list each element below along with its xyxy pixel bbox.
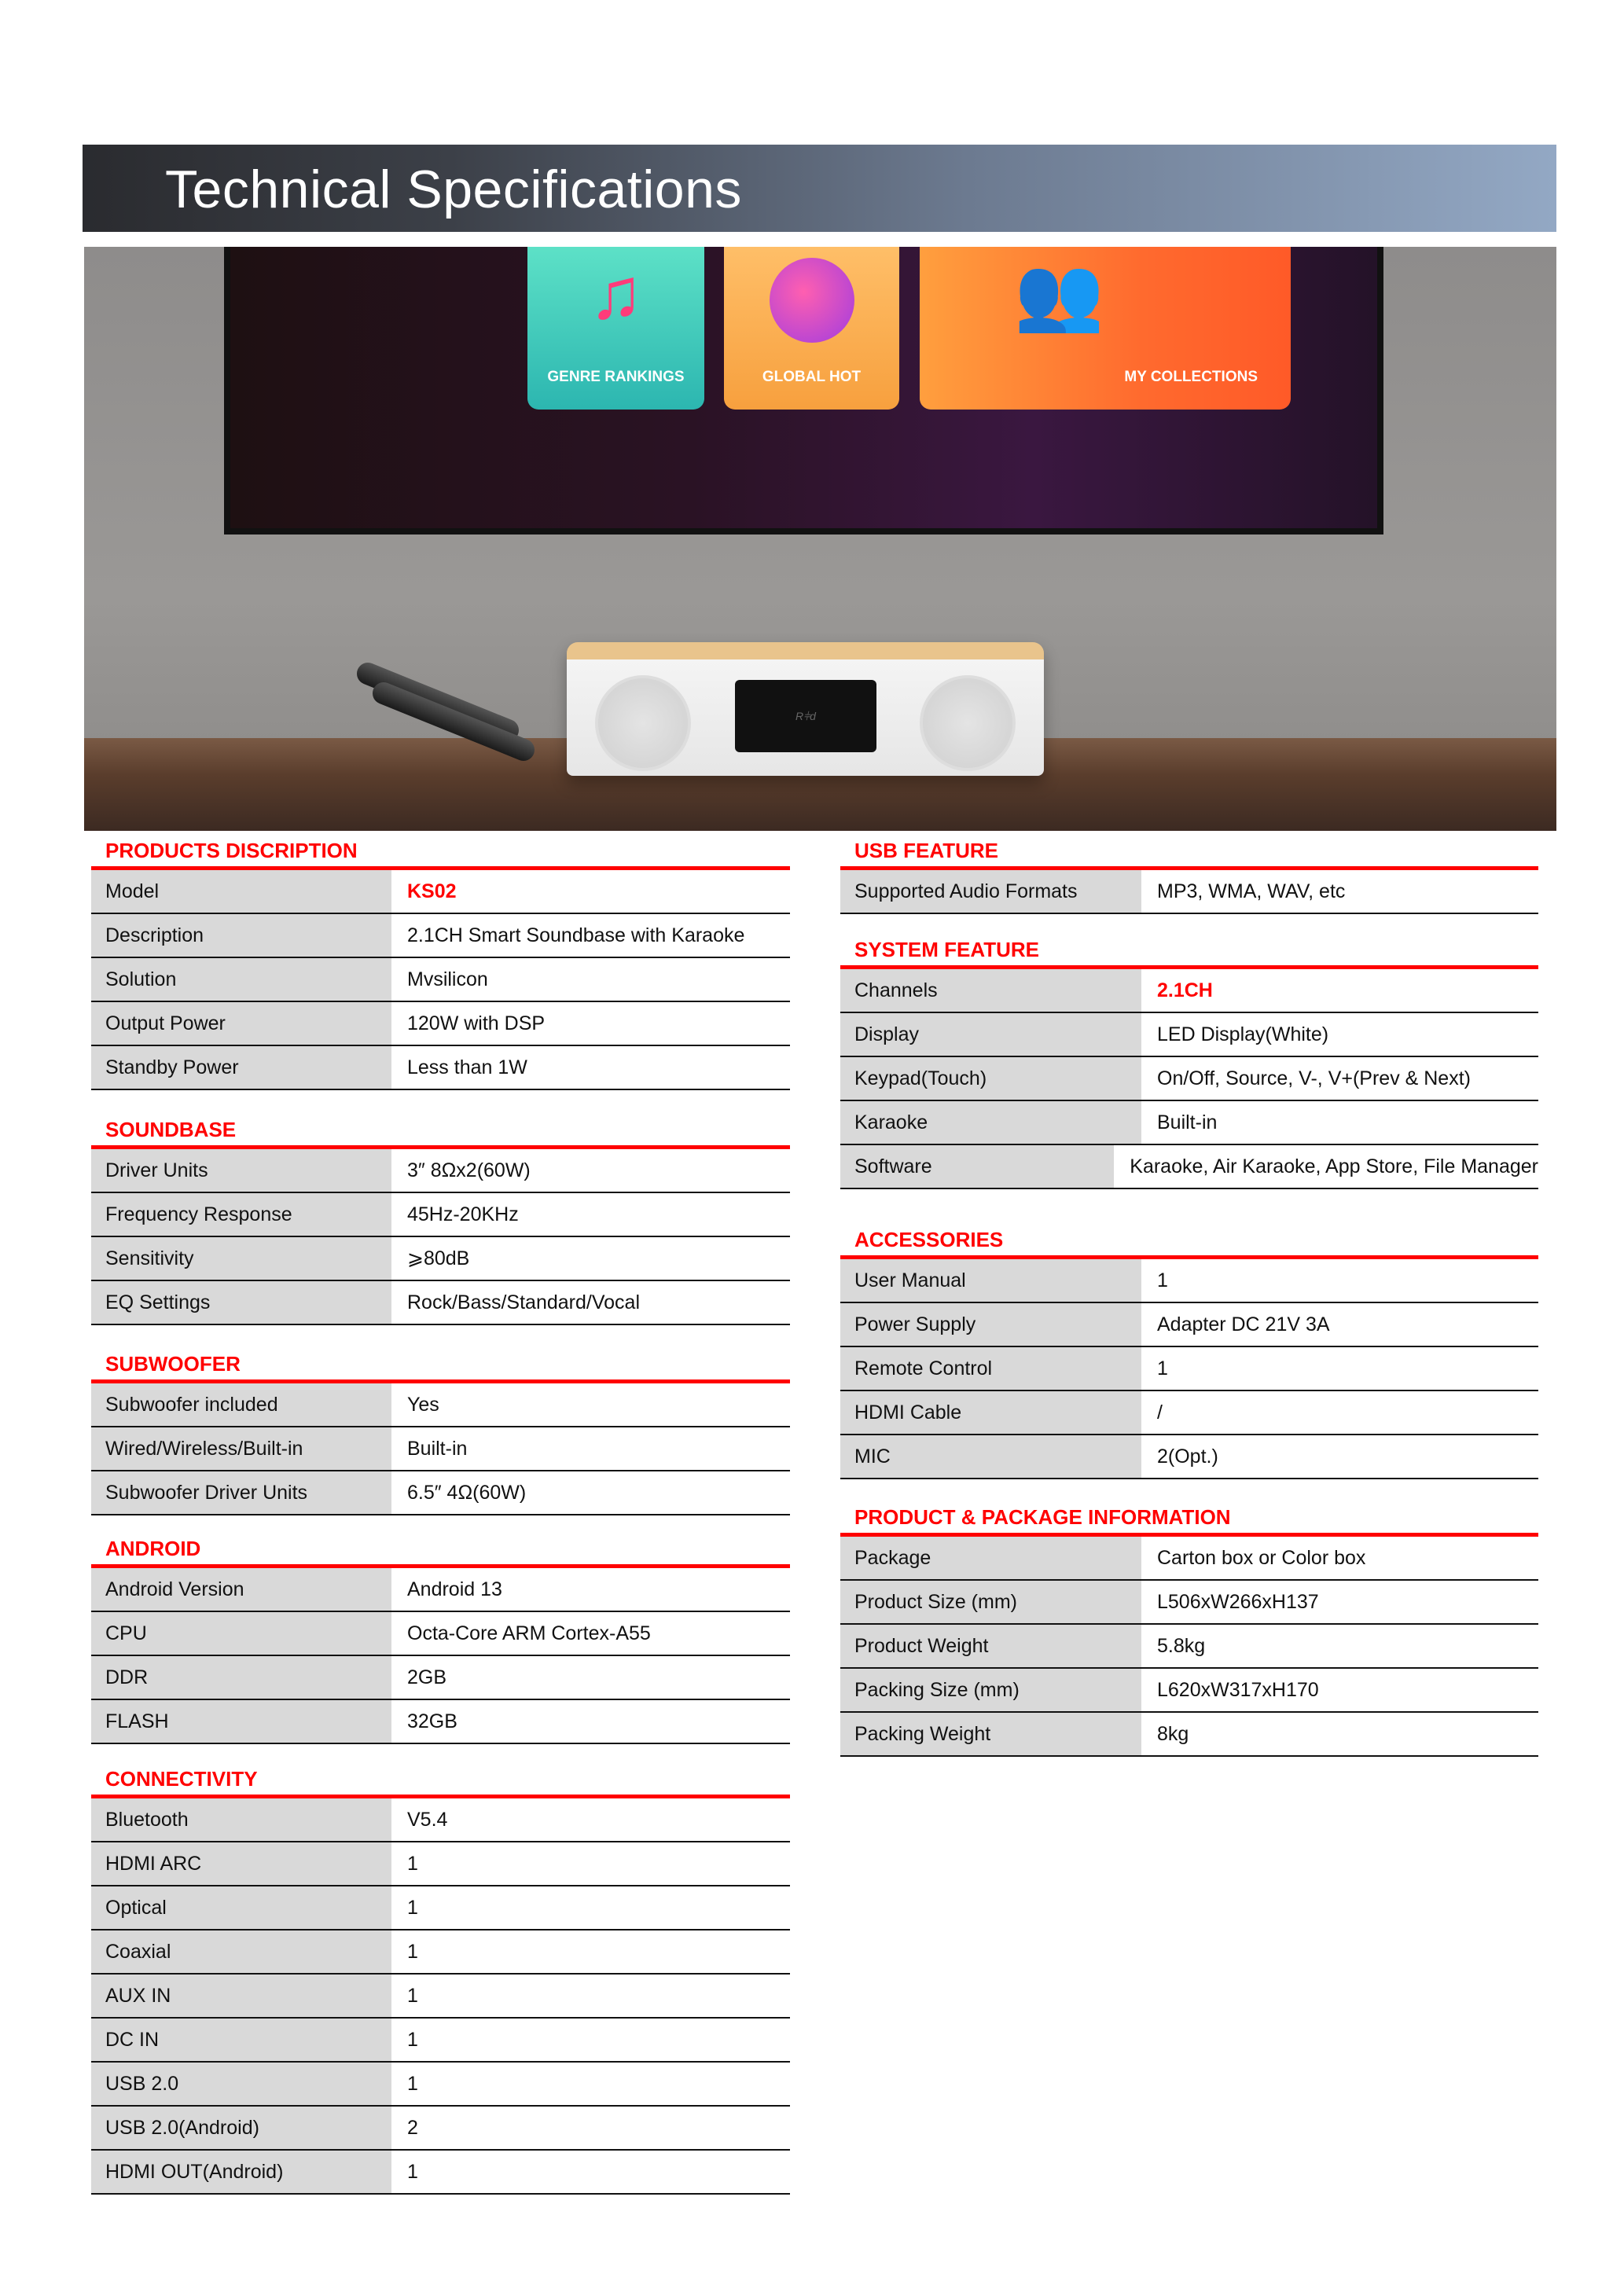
spec-label: User Manual (840, 1259, 1141, 1302)
spec-label: Keypad(Touch) (840, 1057, 1141, 1100)
spec-label: EQ Settings (91, 1281, 391, 1324)
spec-label: Supported Audio Formats (840, 870, 1141, 913)
tile-my-collections: 👥 MY COLLECTIONS (920, 247, 1291, 410)
spec-label: DC IN (91, 2019, 391, 2061)
table-row (840, 1713, 1538, 1757)
spec-value: 1 (407, 1985, 418, 2007)
section-title: SOUNDBASE (105, 1118, 237, 1141)
spec-label: FLASH (91, 1700, 391, 1743)
spec-label: Sensitivity (91, 1237, 391, 1280)
table-row (91, 1002, 790, 1046)
spec-value: 120W with DSP (407, 1012, 546, 1034)
spec-label: HDMI ARC (91, 1842, 391, 1885)
spec-value: 1 (1157, 1269, 1168, 1291)
spec-label: Package (840, 1537, 1141, 1579)
table-row (91, 1046, 790, 1090)
table-row (840, 1013, 1538, 1057)
spec-value: Carton box or Color box (1157, 1547, 1366, 1569)
spec-label: Driver Units (91, 1149, 391, 1192)
table-row (840, 1669, 1538, 1713)
spec-value: MP3, WMA, WAV, etc (1157, 880, 1346, 902)
table-row (91, 1656, 790, 1700)
table-row (91, 1281, 790, 1325)
spec-section (840, 1224, 1538, 1479)
table-row (840, 1581, 1538, 1625)
table-row (840, 1347, 1538, 1391)
spec-value: Built-in (1157, 1111, 1218, 1133)
section-title: PRODUCT & PACKAGE INFORMATION (854, 1505, 1231, 1529)
table-row (91, 914, 790, 958)
table-row (91, 958, 790, 1002)
product-photo (84, 247, 1556, 831)
spec-label: Description (91, 914, 391, 957)
spec-label: HDMI OUT(Android) (91, 2151, 391, 2193)
spec-value: L506xW266xH137 (1157, 1591, 1319, 1613)
spec-label: Subwoofer included (91, 1383, 391, 1426)
spec-label: Power Supply (840, 1303, 1141, 1346)
spec-section (91, 1114, 790, 1325)
table-row (840, 1057, 1538, 1101)
spec-label: Packing Weight (840, 1713, 1141, 1755)
tile-genre-rankings: ♫ GENRE RANKINGS (527, 247, 704, 410)
tv-screen (224, 247, 1383, 535)
table-row (840, 1145, 1538, 1189)
spec-value: V5.4 (407, 1809, 448, 1831)
spec-value: 1 (407, 2029, 418, 2051)
spec-label: CPU (91, 1612, 391, 1655)
users-icon: 👥 (1014, 254, 1104, 334)
spec-section (91, 1348, 790, 1515)
spec-label: USB 2.0 (91, 2063, 391, 2105)
table-row (91, 1568, 790, 1612)
table-row (91, 2019, 790, 2063)
table-row (91, 1612, 790, 1656)
spec-value: Less than 1W (407, 1056, 527, 1078)
display-panel: R⫩d (735, 680, 876, 752)
spec-section (91, 1533, 790, 1744)
spec-value: 45Hz-20KHz (407, 1203, 519, 1225)
spec-label: Output Power (91, 1002, 391, 1045)
table-row (91, 1193, 790, 1237)
spec-value: 5.8kg (1157, 1635, 1206, 1657)
spec-label: Coaxial (91, 1930, 391, 1973)
spec-label: Product Size (mm) (840, 1581, 1141, 1623)
spec-value: Built-in (407, 1438, 468, 1460)
spec-value: 2GB (407, 1666, 447, 1688)
spec-value: Karaoke, Air Karaoke, App Store, File Manager (1130, 1155, 1538, 1177)
spec-section (91, 1763, 790, 2195)
table-row (840, 1625, 1538, 1669)
spec-label: Channels (840, 969, 1141, 1012)
table-row (840, 1537, 1538, 1581)
spec-value: Mvsilicon (407, 968, 488, 990)
spec-value: 1 (407, 1897, 418, 1919)
spec-value: Octa-Core ARM Cortex-A55 (407, 1622, 651, 1644)
table-row (840, 1391, 1538, 1435)
spec-value: 8kg (1157, 1723, 1189, 1745)
table-row (91, 1237, 790, 1281)
spec-value: 3″ 8Ωx2(60W) (407, 1159, 531, 1181)
spec-label: Software (840, 1145, 1114, 1188)
spec-label: HDMI Cable (840, 1391, 1141, 1434)
table-row (840, 1101, 1538, 1145)
spec-value: 1 (407, 2161, 418, 2183)
spec-label: USB 2.0(Android) (91, 2107, 391, 2149)
spec-label: Remote Control (840, 1347, 1141, 1390)
spec-label: Solution (91, 958, 391, 1001)
spec-value: Yes (407, 1394, 439, 1416)
table-row (91, 1975, 790, 2019)
spec-label: Display (840, 1013, 1141, 1056)
table-row (840, 1259, 1538, 1303)
spec-value: KS02 (407, 880, 457, 902)
spec-section (840, 1501, 1538, 1757)
spec-value: 2 (407, 2117, 418, 2139)
spec-section (840, 835, 1538, 914)
spec-section (840, 934, 1538, 1189)
section-title: CONNECTIVITY (105, 1767, 258, 1791)
spec-value: ⩾80dB (407, 1247, 470, 1269)
spec-value: 6.5″ 4Ω(60W) (407, 1482, 527, 1504)
spec-value: L620xW317xH170 (1157, 1679, 1319, 1701)
spec-label: AUX IN (91, 1975, 391, 2017)
section-title: SUBWOOFER (105, 1352, 241, 1376)
spec-value: LED Display(White) (1157, 1023, 1329, 1045)
spec-value: Adapter DC 21V 3A (1157, 1313, 1330, 1335)
spec-label: Bluetooth (91, 1798, 391, 1841)
spec-label: Model (91, 870, 391, 913)
globe-icon (770, 258, 854, 343)
table-row (91, 2151, 790, 2195)
spec-label: Frequency Response (91, 1193, 391, 1236)
spec-label: Android Version (91, 1568, 391, 1611)
soundbar (567, 642, 1044, 776)
spec-value: 1 (407, 1853, 418, 1875)
table-row (91, 1930, 790, 1975)
section-title: PRODUCTS DISCRIPTION (105, 839, 358, 862)
speaker-grille (920, 675, 1016, 771)
spec-label: Wired/Wireless/Built-in (91, 1427, 391, 1470)
spec-value: 2(Opt.) (1157, 1446, 1218, 1468)
table-row (91, 1842, 790, 1886)
spec-label: Product Weight (840, 1625, 1141, 1667)
spec-value: 1 (407, 2073, 418, 2095)
speaker-grille (595, 675, 691, 771)
table-row (91, 1427, 790, 1471)
section-title: SYSTEM FEATURE (854, 938, 1039, 961)
spec-label: Optical (91, 1886, 391, 1929)
title-banner (83, 145, 1556, 232)
spec-value: Android 13 (407, 1578, 502, 1600)
tile-global-hot: GLOBAL HOT (724, 247, 899, 410)
table-row (91, 870, 790, 914)
page-title: Technical Specifications (165, 160, 742, 219)
table-row (91, 1149, 790, 1193)
spec-label: Subwoofer Driver Units (91, 1471, 391, 1514)
spec-value: Rock/Bass/Standard/Vocal (407, 1291, 640, 1313)
spec-value: / (1157, 1401, 1163, 1424)
table-row (840, 1303, 1538, 1347)
spec-label: Karaoke (840, 1101, 1141, 1144)
spec-value: On/Off, Source, V-, V+(Prev & Next) (1157, 1067, 1471, 1089)
section-title: ACCESSORIES (854, 1228, 1004, 1251)
table-row (91, 1471, 790, 1515)
table-row (91, 1383, 790, 1427)
table-row (91, 2107, 790, 2151)
table-row (840, 1435, 1538, 1479)
table-row (840, 870, 1538, 914)
spec-value: 2.1CH (1157, 979, 1213, 1001)
spec-label: Packing Size (mm) (840, 1669, 1141, 1711)
section-title: USB FEATURE (854, 839, 998, 862)
table-row (91, 1886, 790, 1930)
spec-value: 32GB (407, 1710, 457, 1732)
spec-label: Standby Power (91, 1046, 391, 1089)
spec-value: 1 (1157, 1357, 1168, 1379)
spec-value: 2.1CH Smart Soundbase with Karaoke (407, 924, 745, 946)
spec-label: DDR (91, 1656, 391, 1699)
section-title: ANDROID (105, 1537, 201, 1560)
table-row (91, 1798, 790, 1842)
table-row (91, 1700, 790, 1744)
spec-value: 1 (407, 1941, 418, 1963)
spec-section (91, 835, 790, 1090)
spec-label: MIC (840, 1435, 1141, 1478)
music-note-icon: ♫ (589, 254, 643, 334)
table-row (91, 2063, 790, 2107)
table-row (840, 969, 1538, 1013)
